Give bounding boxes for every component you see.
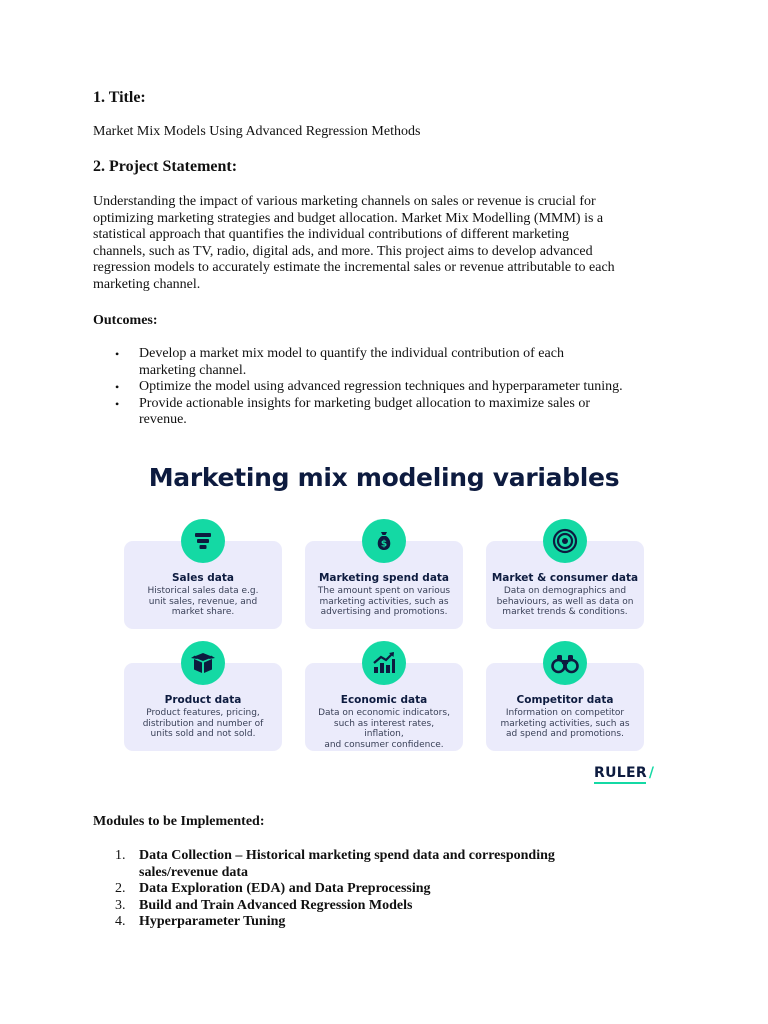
card-description xyxy=(134,586,272,618)
desc-line: units sold and not sold. xyxy=(150,729,256,739)
card-title: Marketing spend data xyxy=(318,572,450,584)
list-item xyxy=(93,346,693,379)
list-item-text: Data Exploration (EDA) and Data Preprocessing xyxy=(139,881,431,896)
card-title: Competitor data xyxy=(516,694,614,706)
list-item-text: marketing channel. xyxy=(139,362,247,378)
card-description xyxy=(134,708,272,740)
list-item-text: Develop a market mix model to quantify the individual contribution of each xyxy=(139,346,564,361)
box-icon xyxy=(181,641,225,685)
desc-line: market trends & conditions. xyxy=(502,607,628,617)
list-item-text: Data Collection – Historical marketing spend data and corresponding xyxy=(139,848,555,863)
desc-line: behaviours, as well as data on xyxy=(496,596,634,607)
list-item xyxy=(93,914,693,931)
paragraph-line: statistical approach that quantifies the individual contributions of different marketing xyxy=(93,227,569,242)
card-title: Product data xyxy=(164,694,242,706)
card-competitor-data xyxy=(486,663,644,751)
logo-text: RULER xyxy=(594,765,647,781)
funnel-icon xyxy=(181,519,225,563)
desc-line: such as interest rates, inflation, xyxy=(333,718,435,739)
project-title-text: Market Mix Models Using Advanced Regression Methods xyxy=(93,124,421,139)
desc-line: market share. xyxy=(171,607,235,617)
card-title: Sales data xyxy=(172,572,234,584)
bullet-icon: • xyxy=(115,396,120,411)
paragraph-line: channels, such as TV, radio, digital ads, and more. This project aims to develop advanced xyxy=(93,243,593,259)
desc-line: advertising and promotions. xyxy=(320,607,448,617)
desc-line: Data on economic indicators, xyxy=(318,708,450,718)
project-statement-paragraph xyxy=(93,194,683,293)
desc-line: Product features, pricing, xyxy=(146,708,260,718)
list-item xyxy=(93,396,693,429)
infographic-title: Marketing mix modeling variables xyxy=(148,463,620,492)
svg-text:$: $ xyxy=(380,539,388,550)
list-number: 1. xyxy=(115,848,126,863)
section-title-heading: 1. Title: xyxy=(93,89,146,106)
card-marketing-spend-data xyxy=(305,541,463,629)
paragraph-line: marketing channel. xyxy=(93,276,201,292)
list-item-text: Build and Train Advanced Regression Models xyxy=(139,897,413,913)
desc-line: distribution and number of xyxy=(142,718,264,729)
desc-line: The amount spent on various xyxy=(317,586,451,596)
list-item xyxy=(93,848,693,881)
card-market-consumer-data xyxy=(486,541,644,629)
growth-chart-icon xyxy=(362,641,406,685)
desc-line: Historical sales data e.g. xyxy=(147,586,259,596)
outcomes-list xyxy=(93,346,693,429)
desc-line: Data on demographics and xyxy=(503,586,627,596)
list-item-text: Optimize the model using advanced regression techniques and hyperparameter tuning. xyxy=(139,379,623,394)
list-item-text: revenue. xyxy=(139,412,187,427)
desc-line: and consumer confidence. xyxy=(324,739,444,750)
paragraph-line: optimizing marketing strategies and budget allocation. Market Mix Modelling (MMM) is a xyxy=(93,210,604,226)
ruler-logo xyxy=(594,765,654,781)
bullet-icon: • xyxy=(115,380,120,394)
logo-slash-mark: / xyxy=(648,765,655,781)
card-title: Economic data xyxy=(340,694,428,706)
modules-heading: Modules to be Implemented: xyxy=(93,814,265,829)
bullet-icon: • xyxy=(115,347,120,361)
list-item xyxy=(93,379,693,396)
list-number: 4. xyxy=(115,914,126,929)
paragraph-line: regression models to accurately estimate the incremental sales or revenue attributable to each xyxy=(93,260,615,275)
target-icon xyxy=(543,519,587,563)
list-item xyxy=(93,898,693,915)
card-description xyxy=(315,586,453,618)
desc-line: marketing activities, such as xyxy=(319,596,449,607)
card-sales-data xyxy=(124,541,282,629)
card-description xyxy=(496,586,634,618)
list-number: 3. xyxy=(115,897,126,913)
card-description xyxy=(315,708,453,750)
card-title: Market & consumer data xyxy=(491,572,639,584)
modules-list xyxy=(93,848,693,931)
paragraph-line: Understanding the impact of various marketing channels on sales or revenue is crucial for xyxy=(93,194,596,209)
card-description xyxy=(496,708,634,740)
desc-line: Information on competitor xyxy=(505,708,625,718)
desc-line: unit sales, revenue, and xyxy=(148,596,258,607)
binoculars-icon xyxy=(543,641,587,685)
project-statement-heading: 2. Project Statement: xyxy=(93,158,238,175)
list-item-text: Provide actionable insights for marketing budget allocation to maximize sales or xyxy=(139,395,590,411)
logo-underline xyxy=(594,782,646,784)
outcomes-heading: Outcomes: xyxy=(93,313,158,328)
desc-line: marketing activities, such as xyxy=(500,718,630,729)
desc-line: ad spend and promotions. xyxy=(506,729,624,739)
card-product-data xyxy=(124,663,282,751)
list-item xyxy=(93,881,693,898)
card-economic-data xyxy=(305,663,463,751)
list-item-text: sales/revenue data xyxy=(139,864,249,880)
list-number: 2. xyxy=(115,881,126,896)
list-item-text: Hyperparameter Tuning xyxy=(139,914,286,929)
money-bag-icon xyxy=(362,519,406,563)
